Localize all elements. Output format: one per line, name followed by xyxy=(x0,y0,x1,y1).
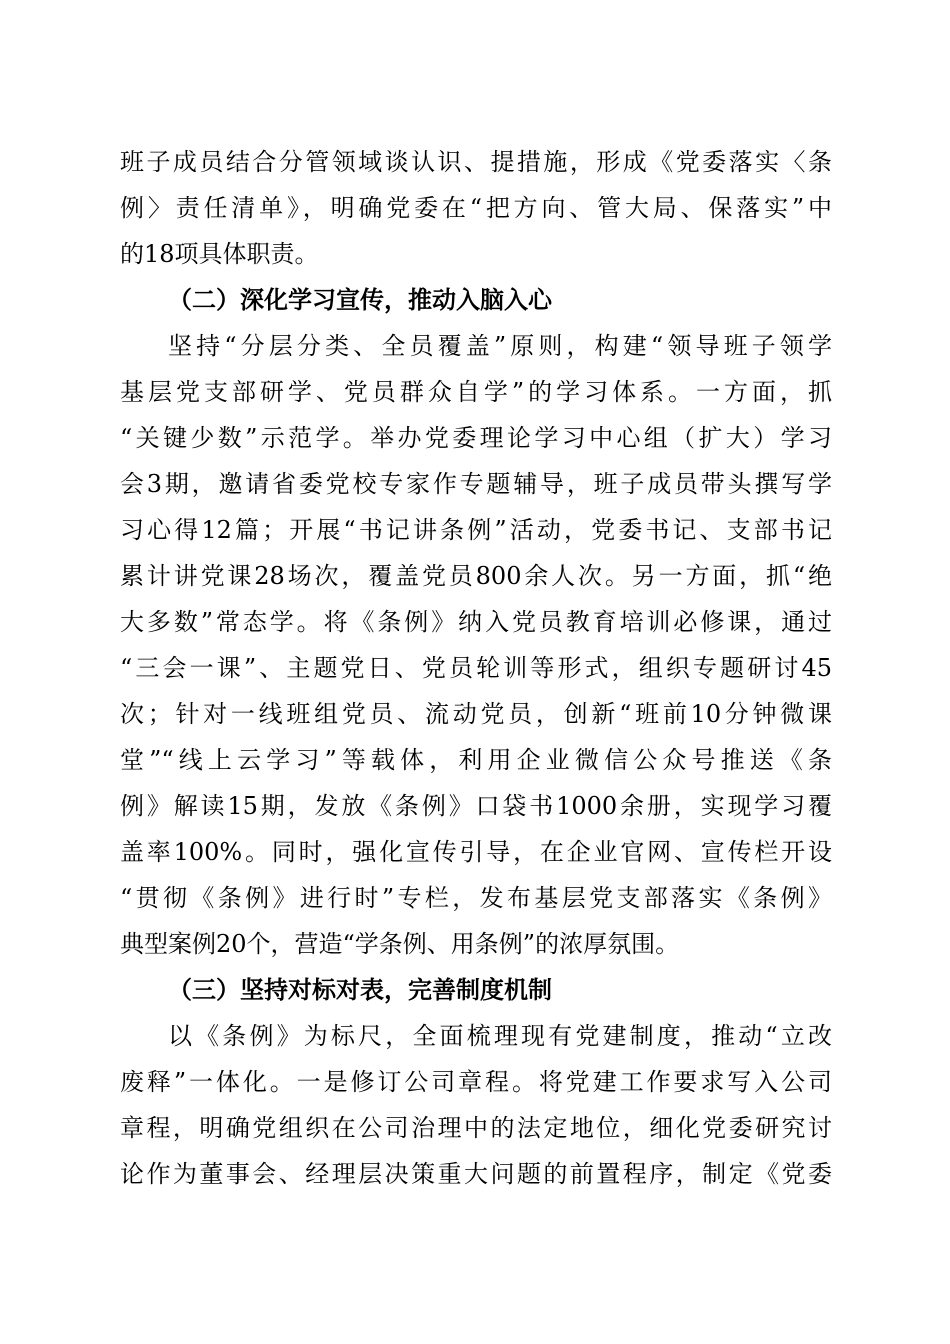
section-heading-3: （三）坚持对标对表，完善制度机制 xyxy=(168,975,552,1004)
paragraph-line: 例〉责任清单》，明确党委在“把方向、管大局、保落实”中 xyxy=(120,194,832,222)
section-heading-2: （二）深化学习宣传，推动入脑入心 xyxy=(168,285,552,314)
paragraph-line: “三会一课”、主题党日、党员轮训等形式，组织专题研讨45 xyxy=(120,654,832,682)
paragraph-line: 堂”“线上云学习”等载体，利用企业微信公众号推送《条 xyxy=(120,746,832,774)
paragraph-line: 会3期，邀请省委党校专家作专题辅导，班子成员带头撰写学 xyxy=(120,470,832,498)
paragraph-line: “贯彻《条例》进行时”专栏，发布基层党支部落实《条例》 xyxy=(120,884,832,912)
paragraph-line: 典型案例20个，营造“学条例、用条例”的浓厚氛围。 xyxy=(120,930,680,958)
paragraph-line: 章程，明确党组织在公司治理中的法定地位，细化党委研究讨 xyxy=(120,1114,832,1142)
paragraph-line: 例》解读15期，发放《条例》口袋书1000余册，实现学习覆 xyxy=(120,792,832,820)
paragraph-line: 以《条例》为标尺，全面梳理现有党建制度，推动“立改 xyxy=(168,1022,832,1050)
paragraph-line: 论作为董事会、经理层决策重大问题的前置程序，制定《党委 xyxy=(120,1160,832,1188)
paragraph-line: 坚持“分层分类、全员覆盖”原则，构建“领导班子领学 xyxy=(168,332,832,360)
paragraph-line: 次；针对一线班组党员、流动党员，创新“班前10分钟微课 xyxy=(120,700,832,728)
paragraph-line: 大多数”常态学。将《条例》纳入党员教育培训必修课，通过 xyxy=(120,608,832,636)
paragraph-line: 废释”一体化。一是修订公司章程。将党建工作要求写入公司 xyxy=(120,1068,832,1096)
paragraph-line: 班子成员结合分管领域谈认识、提措施，形成《党委落实〈条 xyxy=(120,148,832,176)
paragraph-line: 盖率100%。同时，强化宣传引导，在企业官网、宣传栏开设 xyxy=(120,838,832,866)
paragraph-line: 习心得12篇；开展“书记讲条例”活动，党委书记、支部书记 xyxy=(120,516,832,544)
paragraph-line: 基层党支部研学、党员群众自学”的学习体系。一方面，抓 xyxy=(120,378,832,406)
paragraph-line: 的18项具体职责。 xyxy=(120,240,319,268)
paragraph-line: 累计讲党课28场次，覆盖党员800余人次。另一方面，抓“绝 xyxy=(120,562,832,590)
paragraph-line: “关键少数”示范学。举办党委理论学习中心组（扩大）学习 xyxy=(120,424,832,452)
